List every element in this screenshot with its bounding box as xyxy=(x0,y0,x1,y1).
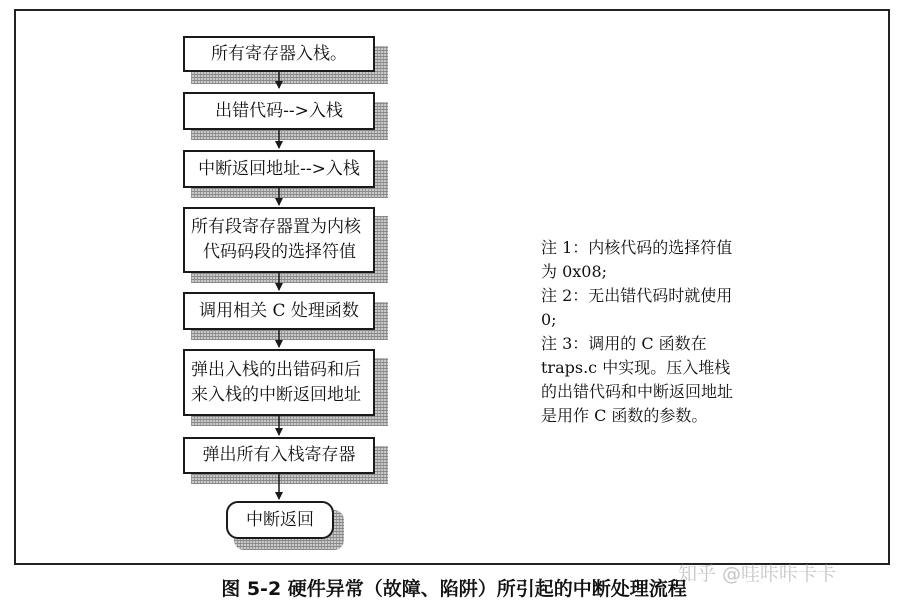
step-4-box xyxy=(183,207,375,273)
step-3-box xyxy=(183,150,375,188)
note-1: 注 1：内核代码的选择符值为 0x08; xyxy=(541,238,733,281)
step-1-label: 所有寄存器入栈。 xyxy=(211,43,347,64)
step-6-label-line1: 弹出入栈的出错码和后 xyxy=(191,359,361,380)
step-6-box xyxy=(183,349,375,416)
notes-block xyxy=(541,236,741,428)
figure-caption: 图 5-2 硬件异常（故障、陷阱）所引起的中断处理流程 xyxy=(221,578,687,600)
watermark: 知乎 @哇咔咔卡卡 xyxy=(678,563,837,585)
note-2: 注 2：无出错代码时就使用 0; xyxy=(541,286,733,329)
step-6-label-line2: 来入栈的中断返回地址 xyxy=(191,384,361,405)
step-1-box xyxy=(183,36,375,72)
step-7-box xyxy=(183,437,375,474)
step-5-box xyxy=(183,292,375,330)
step-3-label: 中断返回地址-->入栈 xyxy=(198,158,360,179)
step-2-label: 出错代码-->入栈 xyxy=(215,100,343,121)
step-7-label: 弹出所有入栈寄存器 xyxy=(202,445,356,465)
step-4-label-line2: 代码码段的选择符值 xyxy=(203,242,356,262)
note-3: 注 3：调用的 C 函数在 traps.c 中实现。压入堆栈的出错代码和中断返回地址是用作 C 函数的参数。 xyxy=(541,334,734,425)
step-8-terminal xyxy=(226,501,334,539)
step-4-label-line1: 所有段寄存器置为内核 xyxy=(191,217,361,237)
step-8-label: 中断返回 xyxy=(246,509,314,530)
step-5-label: 调用相关 C 处理函数 xyxy=(199,300,359,321)
step-2-box xyxy=(183,92,375,130)
